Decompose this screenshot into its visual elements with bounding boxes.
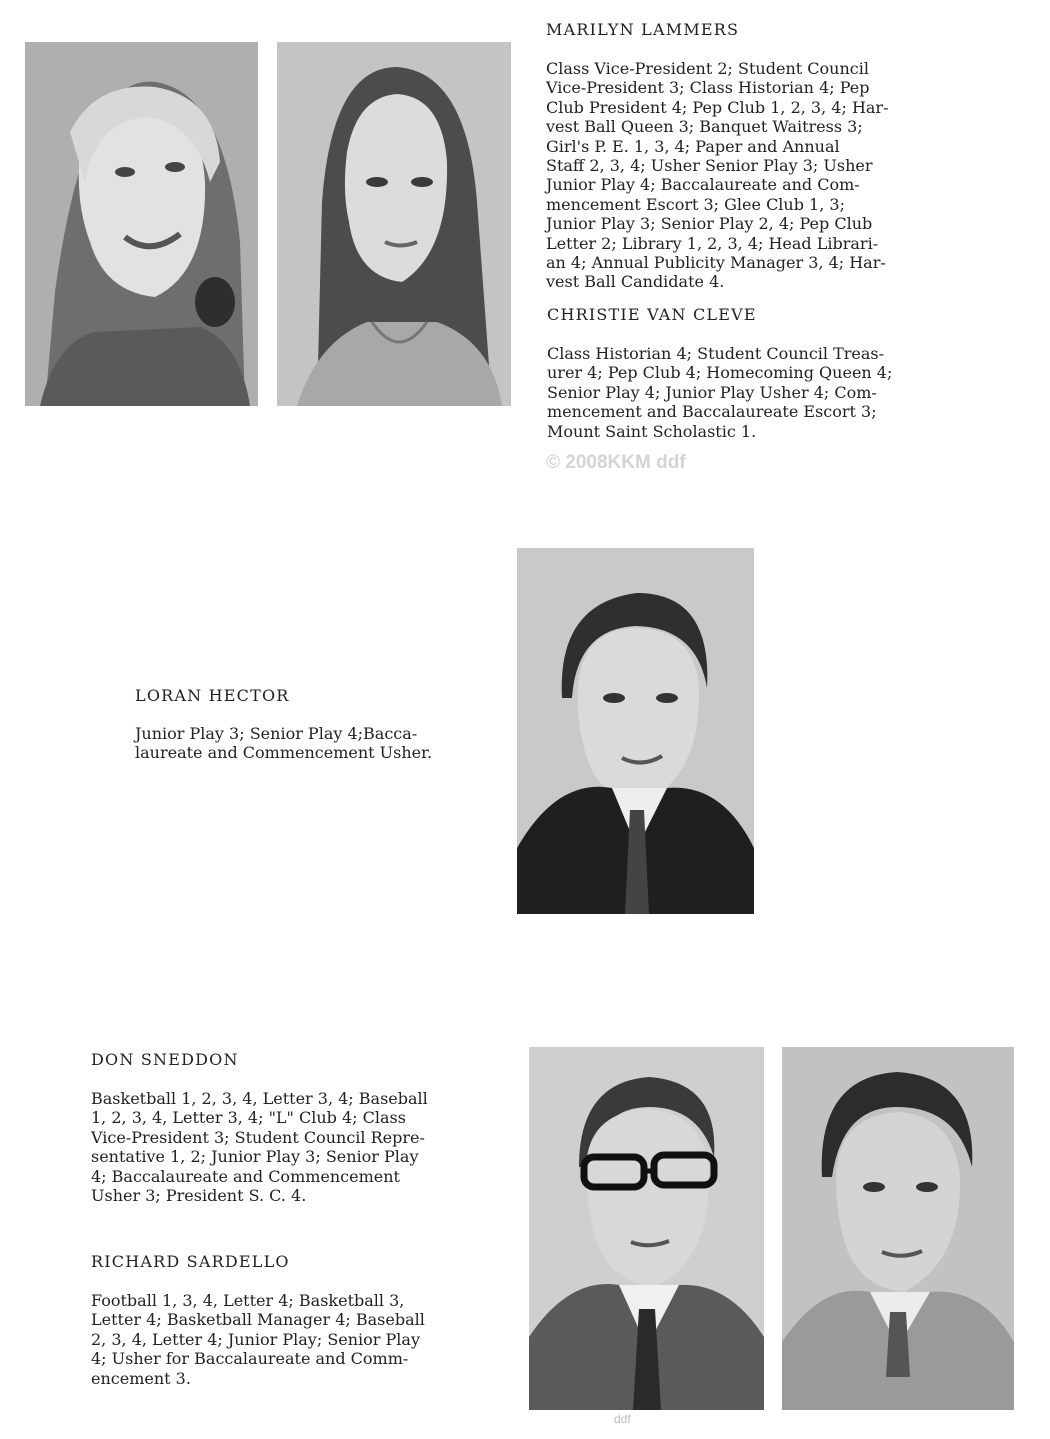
bio-line: encement 3. [91, 1368, 191, 1388]
footer-watermark: ddf [614, 1412, 631, 1426]
student-bio-richard-sardello [91, 1291, 425, 1388]
student-bio-don-sneddon [91, 1089, 428, 1205]
bio-line: Junior Play 4; Baccalaureate and Com- [546, 175, 860, 195]
bio-line: vest Ball Queen 3; Banquet Waitress 3; [546, 117, 863, 137]
portrait-photo-christie-van-cleve [277, 42, 511, 406]
bio-line: Usher 3; President S. C. 4. [91, 1186, 307, 1206]
bio-line: vest Ball Candidate 4. [546, 272, 725, 292]
bio-line: Senior Play 4; Junior Play Usher 4; Com- [547, 382, 877, 402]
student-name-marilyn-lammers: MARILYN LAMMERS [546, 20, 740, 39]
bio-line: Club President 4; Pep Club 1, 2, 3, 4; Har- [546, 97, 889, 117]
bio-line: laureate and Commencement Usher. [135, 743, 433, 763]
bio-line: Letter 4; Basketball Manager 4; Baseball [91, 1310, 425, 1330]
student-name-richard-sardello: RICHARD SARDELLO [91, 1252, 290, 1271]
bio-line: mencement and Baccalaureate Escort 3; [547, 402, 877, 422]
bio-line: Staff 2, 3, 4; Usher Senior Play 3; Usher [546, 156, 873, 176]
portrait-photo-marilyn-lammers [25, 42, 258, 406]
bio-line: mencement Escort 3; Glee Club 1, 3; [546, 194, 845, 214]
student-name-don-sneddon: DON SNEDDON [91, 1050, 239, 1069]
bio-line: Girl's P. E. 1, 3, 4; Paper and Annual [546, 136, 840, 156]
bio-line: Letter 2; Library 1, 2, 3, 4; Head Librari- [546, 233, 879, 253]
bio-line: Junior Play 3; Senior Play 4;Bacca- [135, 724, 418, 743]
bio-line: urer 4; Pep Club 4; Homecoming Queen 4; [547, 363, 893, 383]
student-name-christie-van-cleve: CHRISTIE VAN CLEVE [547, 305, 757, 324]
bio-line: 4; Usher for Baccalaureate and Comm- [91, 1349, 409, 1369]
bio-line: Football 1, 3, 4, Letter 4; Basketball 3, [91, 1291, 405, 1310]
bio-line: Class Historian 4; Student Council Treas- [547, 344, 885, 363]
student-bio-marilyn-lammers [546, 59, 888, 292]
bio-line: 2, 3, 4, Letter 4; Junior Play; Senior Play [91, 1329, 420, 1349]
bio-line: Basketball 1, 2, 3, 4, Letter 3, 4; Baseball [91, 1089, 428, 1108]
copyright-watermark: © 2008KKM ddf [546, 452, 686, 473]
bio-line: Vice-President 3; Student Council Repre- [91, 1127, 425, 1147]
bio-line: Class Vice-President 2; Student Council [546, 59, 869, 78]
bio-line: Mount Saint Scholastic 1. [547, 421, 757, 441]
bio-line: 4; Baccalaureate and Commencement [91, 1166, 400, 1186]
portrait-photo-richard-sardello [782, 1047, 1014, 1410]
student-bio-christie-van-cleve [547, 344, 892, 441]
portrait-photo-loran-hector [517, 548, 754, 914]
student-bio-loran-hector [135, 724, 432, 763]
student-name-loran-hector: LORAN HECTOR [135, 686, 290, 705]
bio-line: sentative 1, 2; Junior Play 3; Senior Play [91, 1147, 419, 1167]
bio-line: Junior Play 3; Senior Play 2, 4; Pep Club [546, 214, 873, 234]
bio-line: 1, 2, 3, 4, Letter 3, 4; "L" Club 4; Class [91, 1108, 406, 1128]
portrait-photo-don-sneddon [529, 1047, 764, 1410]
bio-line: Vice-President 3; Class Historian 4; Pep [546, 78, 870, 98]
bio-line: an 4; Annual Publicity Manager 3, 4; Har- [546, 253, 886, 273]
